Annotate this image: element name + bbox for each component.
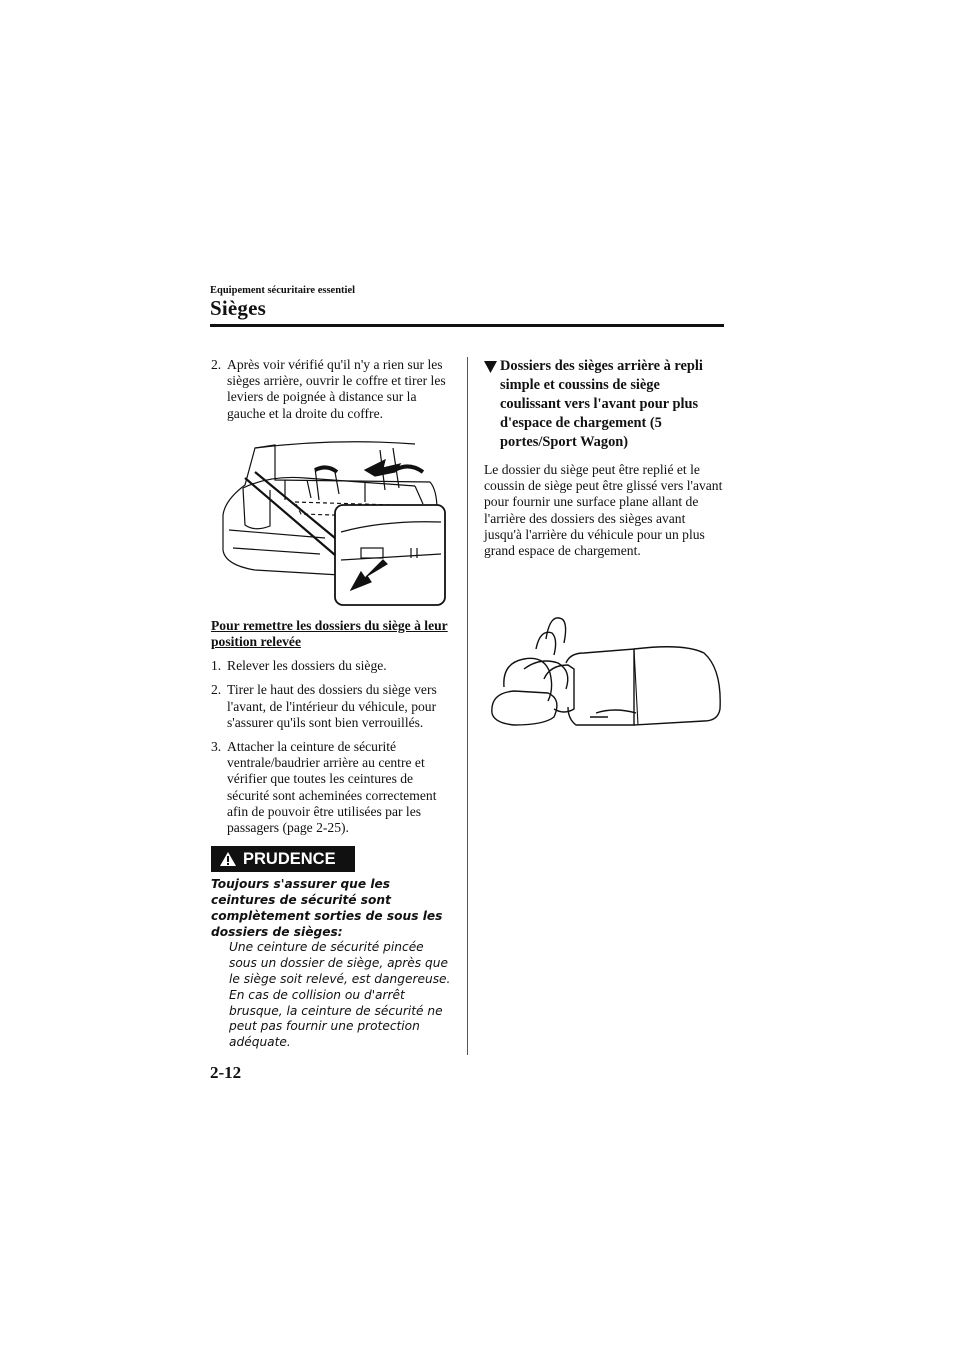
left-column bbox=[211, 357, 455, 1057]
step-number: 2. bbox=[211, 357, 222, 372]
list-item bbox=[211, 357, 455, 422]
header-rule bbox=[210, 324, 724, 327]
caution-box bbox=[211, 846, 455, 1051]
caution-label bbox=[211, 846, 355, 872]
list-item bbox=[211, 739, 455, 836]
caution-label-text: PRUDENCE bbox=[243, 850, 336, 869]
section-body: Le dossier du siège peut être replié et le coussin de siège peut être glissé vers l'avant pour fournir une surface plane allant de l'arrière des dossiers des sièges avant jusqu'à l'arrière du véhicule pour un plus grand espace de chargement. bbox=[484, 462, 723, 559]
section-heading-text: Dossiers des sièges arrière à repli simple et coussins de siège coulissant vers l'avant pour plus d'espace de chargement (5 portes/Sport Wagon) bbox=[500, 358, 703, 450]
trunk-lever-illustration bbox=[215, 430, 451, 610]
list-item bbox=[211, 658, 455, 674]
step-number: 3. bbox=[211, 739, 222, 755]
sub-heading: Pour remettre les dossiers du siège à leur position relevée bbox=[211, 617, 448, 650]
step-number: 2. bbox=[211, 682, 222, 698]
step-text: Tirer le haut des dossiers du siège vers l'avant, de l'intérieur du véhicule, pour s'assurer qu'ils sont bien verrouillés. bbox=[227, 682, 437, 730]
step-number: 1. bbox=[211, 658, 222, 674]
section-heading bbox=[484, 357, 724, 452]
page-number: 2-12 bbox=[210, 1063, 242, 1082]
step-text: Après voir vérifié qu'il n'y a rien sur les sièges arrière, ouvrir le coffre et tirer les leviers de poignée à distance sur la gauche et la droite du coffre. bbox=[227, 357, 446, 421]
caution-statement: Toujours s'assurer que les ceintures de sécurité sont complètement sorties de sous les dossiers de sièges: bbox=[211, 877, 443, 939]
column-divider bbox=[467, 357, 468, 1055]
step-text: Attacher la ceinture de sécurité ventrale/baudrier arrière au centre et vérifier que toutes les ceintures de sécurité sont acheminées correctement afin de pouvoir être utilisées par les passagers (page 2-25). bbox=[227, 739, 437, 836]
caution-explanation: Une ceinture de sécurité pincée sous un dossier de siège, après que le siège soit relevé, est dangereuse. En cas de collision ou d'arrêt brusque, la ceinture de sécurité ne peut pas fournir une protection adéquate. bbox=[229, 940, 451, 1050]
warning-triangle-icon bbox=[219, 851, 237, 867]
page-title: Sièges bbox=[210, 296, 267, 320]
right-column bbox=[484, 357, 724, 739]
down-triangle-icon bbox=[484, 357, 500, 452]
step-text: Relever les dossiers du siège. bbox=[227, 658, 387, 674]
list-item bbox=[211, 682, 455, 731]
folded-seat-illustration bbox=[484, 609, 724, 739]
section-label: Equipement sécuritaire essentiel bbox=[210, 285, 356, 296]
